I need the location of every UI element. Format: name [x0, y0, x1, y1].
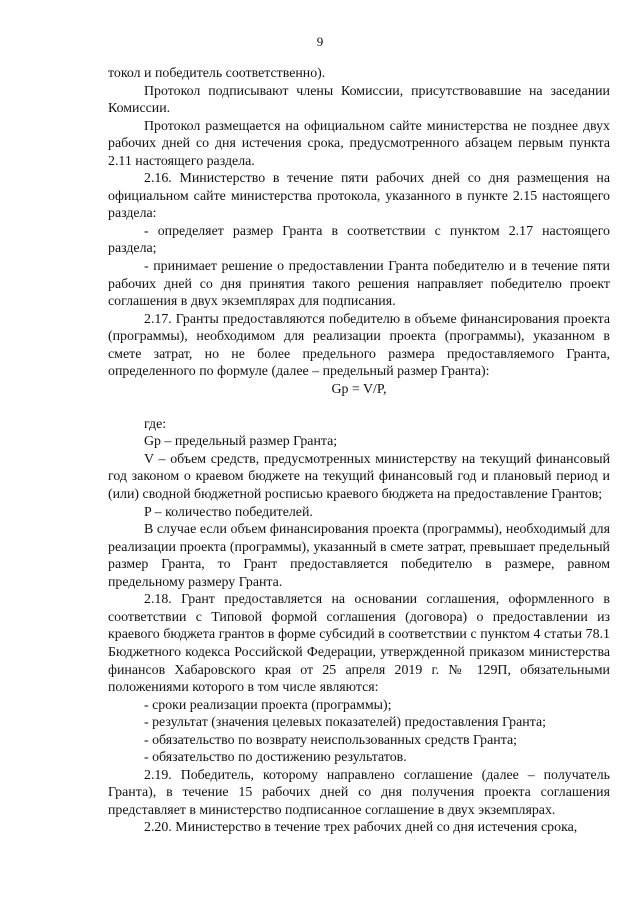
- formula-where: где:: [144, 416, 167, 432]
- list-item-terms: - сроки реализации проекта (программы);: [144, 697, 392, 713]
- paragraph-protocol-end: токол и победитель соответственно).: [108, 66, 326, 81]
- paragraph-protocol-published: Протокол размещается на официальном сайте министерства не позднее двух рабочих дней со дня истечения срока, предусмотренного абзацем первым пункта 2.11 настоящего раздела.: [108, 118, 610, 169]
- list-item-refund: - обязательство по возврату неиспользованных средств Гранта;: [144, 732, 517, 748]
- paragraph-2-17: 2.17. Гранты предоставляются победителю в объеме финансирования проекта (программы), необходимом для реализации проекта (программы), указанном в смете затрат, но не более предельного размера предоставляемого Гранта, определенного по формуле (далее – предельный размер Гранта):: [108, 311, 610, 380]
- list-item-achievement: - обязательство по достижению результатов.: [144, 750, 407, 766]
- paragraph-2-20: 2.20. Министерство в течение трех рабочих дней со дня истечения срока,: [144, 820, 578, 836]
- paragraph-2-16: 2.16. Министерство в течение пяти рабочих дней со дня размещения на официальном сайте министерства протокола, указанного в пункте 2.15 настоящего раздела:: [108, 171, 610, 222]
- paragraph-2-19: 2.19. Победитель, которому направлено соглашение (далее – получатель Гранта), в течение 15 рабочих дней со дня получения проекта соглашения представляет в министерство подписанное соглашение в двух экземплярах.: [108, 767, 610, 818]
- list-item-result: - результат (значения целевых показателей) предоставления Гранта;: [144, 715, 546, 731]
- paragraph-excess-financing: В случае если объем финансирования проекта (программы), необходимый для реализации проекта (программы), указанный в смете затрат, превышает предельный размер Гранта, то Грант предоставляется победителю в размере, равном предельному размеру Гранта.: [108, 522, 610, 590]
- list-item-determine-grant: - определяет размер Гранта в соответствии с пунктом 2.17 настоящего раздела;: [108, 223, 610, 257]
- page-number: 9: [316, 34, 324, 49]
- formula: Gp = V/P,: [331, 381, 387, 397]
- paragraph-protocol-signed: Протокол подписывают члены Комиссии, присутствовавшие на заседании Комиссии.: [108, 83, 610, 117]
- document-body: [108, 65, 610, 837]
- formula-gp-definition: Gp – предельный размер Гранта;: [144, 434, 338, 450]
- list-item-decision: - принимает решение о предоставлении Гранта победителю и в течение пяти рабочих дней со дня принятия такого решения направляет победителю проект соглашения в двух экземплярах для подписания.: [108, 259, 610, 310]
- formula-v-definition: V – объем средств, предусмотренных министерству на текущий финансовый год законом о краевом бюджете на текущий финансовый год и плановый период и (или) сводной бюджетной росписью краевого бюджета на предоставление Грантов;: [108, 451, 610, 503]
- formula-p-definition: P – количество победителей.: [144, 504, 313, 520]
- paragraph-2-18: 2.18. Грант предоставляется на основании соглашения, оформленного в соответствии с Типовой формой соглашения (договора) о предоставлении из краевого бюджета грантов в форме субсидий в соответствии с пунктом 4 статьи 78.1 Бюджетного кодекса Российской Федерации, утвержденной приказом министерства финансов Хабаровского края от 25 апреля 2019 г. № 129П, обязательными положениями которого в том числе являются:: [108, 592, 610, 696]
